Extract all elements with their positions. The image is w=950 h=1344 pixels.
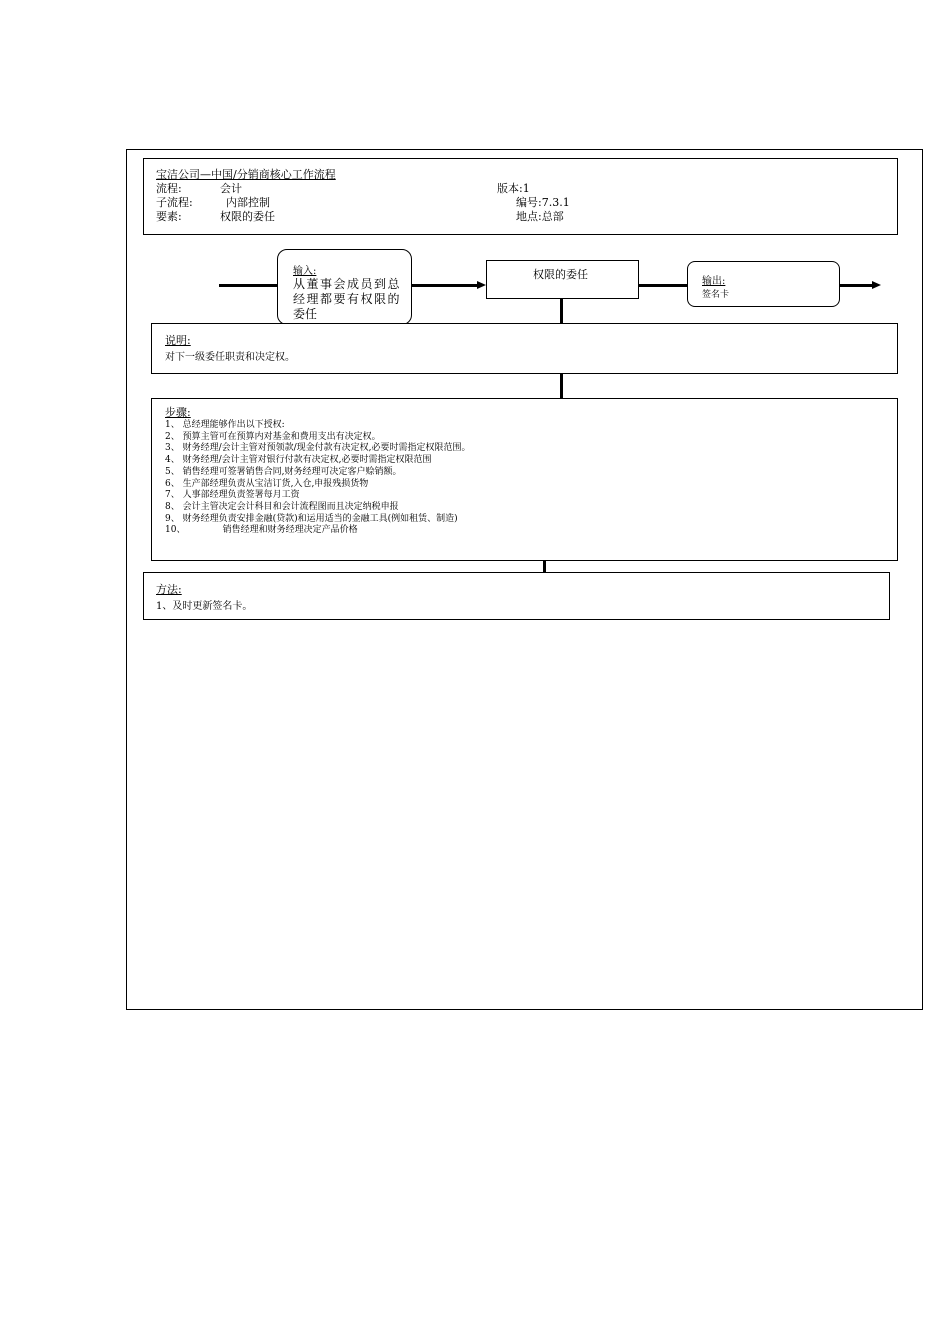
flow-line-input-center	[411, 284, 478, 287]
method-label: 方法:	[156, 583, 182, 596]
step-item: 2、 预算主管可在预算内对基金和费用支出有决定权。	[165, 431, 381, 442]
input-text-line-2: 经理都要有权限的	[293, 292, 402, 306]
step-item: 7、 人事部经理负责签署每月工资	[165, 490, 300, 501]
step-item: 1、 总经理能够作出以下授权:	[165, 420, 285, 430]
step-item: 10、 销售经理和财务经理决定产品价格	[165, 525, 358, 536]
input-label: 输入:	[293, 266, 317, 277]
doc-number: 编号:7.3.1	[516, 196, 570, 209]
subprocess-value: 内部控制	[226, 196, 270, 209]
subprocess-label: 子流程:	[156, 196, 193, 209]
step-item: 5、 销售经理可签署销售合同,财务经理可决定客户赊销额。	[165, 466, 402, 477]
steps-box	[151, 398, 898, 561]
description-label: 说明:	[165, 334, 191, 347]
steps-label: 步骤:	[165, 406, 191, 419]
flow-line-left	[219, 284, 278, 287]
version: 版本:1	[497, 182, 530, 195]
flow-line-center-output	[638, 284, 688, 287]
process-box-label: 权限的委任	[533, 268, 588, 281]
output-box	[687, 261, 840, 307]
connector-center-desc	[560, 298, 563, 325]
output-label: 输出:	[702, 276, 726, 287]
steps-list	[165, 420, 471, 537]
element-label: 要素:	[156, 210, 182, 223]
description-text: 对下一级委任职责和决定权。	[165, 352, 295, 363]
connector-desc-steps	[560, 374, 563, 399]
doc-title: 宝洁公司—中国/分销商核心工作流程	[156, 168, 336, 181]
step-item: 9、 财务经理负责安排金融(贷款)和运用适当的金融工具(例如租赁、制造)	[165, 513, 458, 524]
header-box	[143, 158, 898, 235]
method-box	[143, 572, 890, 620]
description-box	[151, 323, 898, 374]
step-item: 8、 会计主管决定会计科目和会计流程图而且决定纳税申报	[165, 501, 399, 512]
input-text-line-1: 从董事会成员到总	[293, 277, 402, 291]
step-item: 4、 财务经理/会计主管对银行付款有决定权,必要时需指定权限范围	[165, 455, 432, 466]
element-value: 权限的委任	[220, 210, 275, 223]
process-value: 会计	[220, 182, 242, 195]
flow-arrow-out	[872, 281, 881, 289]
input-box	[277, 249, 412, 325]
step-item: 3、 财务经理/会计主管对预领款/现金付款有决定权,必要时需指定权限范围。	[165, 443, 471, 454]
method-text: 1、及时更新签名卡。	[156, 601, 253, 612]
output-text: 签名卡	[702, 290, 730, 300]
flow-arrow-to-center	[477, 281, 486, 289]
step-item: 6、 生产部经理负责从宝洁订货,入仓,申报残损货物	[165, 478, 369, 489]
input-text-line-3: 委任	[293, 307, 318, 321]
process-label: 流程:	[156, 182, 182, 195]
flow-line-right	[839, 284, 873, 287]
location: 地点:总部	[516, 210, 564, 223]
process-box	[486, 260, 639, 299]
